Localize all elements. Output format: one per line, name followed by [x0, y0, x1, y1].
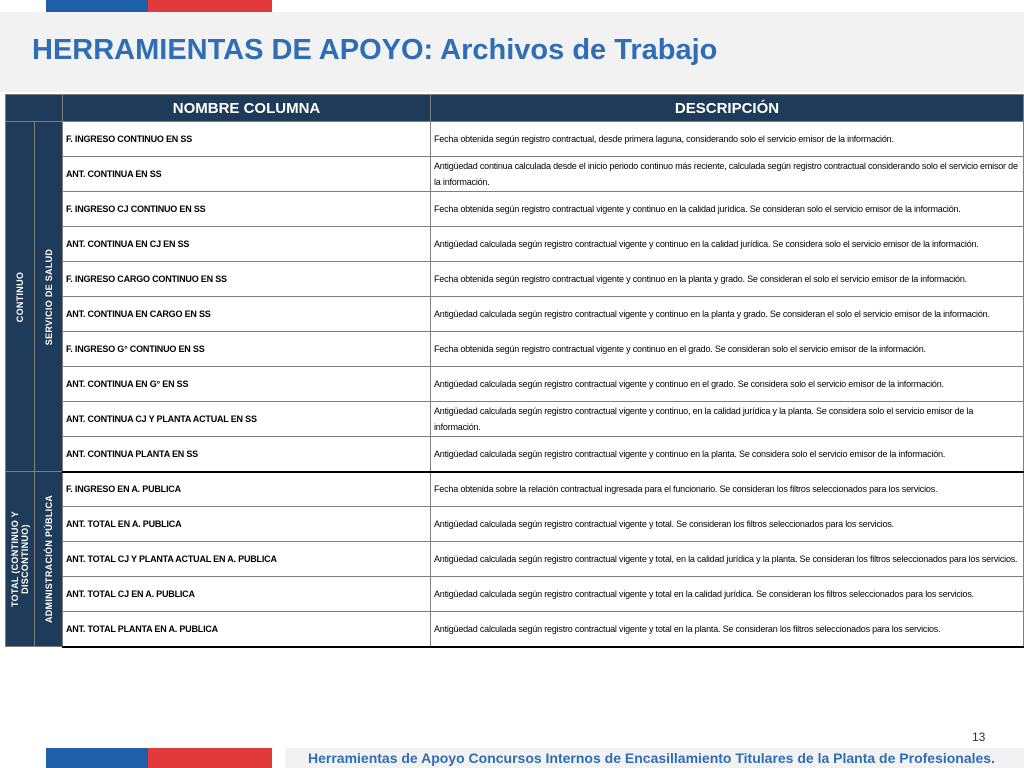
bottom-bar-red-segment: [148, 748, 272, 768]
description-cell: Fecha obtenida según registro contractual, desde primera laguna, considerando solo el servicio emisor de la información.: [431, 122, 1024, 157]
column-name-cell: ANT. TOTAL CJ EN A. PUBLICA: [63, 577, 431, 612]
footer-text: Herramientas de Apoyo Concursos Internos de Encasillamiento Titulares de la Planta de Profesionales.: [308, 750, 995, 766]
table-row: [6, 297, 1024, 332]
table-row: [6, 402, 1024, 437]
description-cell: Fecha obtenida sobre la relación contractual ingresada para el funcionario. Se consideran los filtros seleccionados para los servicios.: [431, 472, 1024, 507]
description-cell: Antigüedad calculada según registro contractual vigente y continuo en la planta y grado. Se consideran el solo el servicio emisor de la información.: [431, 297, 1024, 332]
description-cell: Antigüedad calculada según registro contractual vigente y continuo en la planta. Se considera solo el servicio emisor de la información.: [431, 437, 1024, 472]
column-name-cell: F. INGRESO G° CONTINUO EN SS: [63, 332, 431, 367]
header-nombre-columna: NOMBRE COLUMNA: [63, 95, 431, 122]
table-row: [6, 122, 1024, 157]
description-cell: Antigüedad calculada según registro contractual vigente y continuo, en la calidad jurídica y la planta. Se considera solo el servicio emisor de la información.: [431, 402, 1024, 437]
group-outer-label: TOTAL (CONTINUO Y DISCONTINUO): [10, 511, 30, 607]
description-cell: Fecha obtenida según registro contractual vigente y continuo en la planta y grado. Se consideran el solo el servicio emisor de la información.: [431, 262, 1024, 297]
description-cell: Antigüedad calculada según registro contractual vigente y continuo en la calidad jurídica. Se considera solo el servicio emisor de la información.: [431, 227, 1024, 262]
column-name-cell: ANT. TOTAL CJ Y PLANTA ACTUAL EN A. PUBLICA: [63, 542, 431, 577]
column-name-cell: ANT. CONTINUA EN CJ EN SS: [63, 227, 431, 262]
column-name-cell: F. INGRESO EN A. PUBLICA: [63, 472, 431, 507]
table-row: [6, 507, 1024, 542]
column-name-cell: ANT. CONTINUA EN CARGO EN SS: [63, 297, 431, 332]
table-row: [6, 577, 1024, 612]
description-cell: Fecha obtenida según registro contractual vigente y continuo en el grado. Se consideran solo el servicio emisor de la información.: [431, 332, 1024, 367]
table-row: [6, 332, 1024, 367]
table-row: [6, 227, 1024, 262]
column-name-cell: ANT. CONTINUA CJ Y PLANTA ACTUAL EN SS: [63, 402, 431, 437]
table-row: [6, 262, 1024, 297]
bottom-bar-blue-segment: [46, 748, 148, 768]
page-number: 13: [972, 730, 986, 744]
column-name-cell: F. INGRESO CARGO CONTINUO EN SS: [63, 262, 431, 297]
group-label-administracion-publica: [35, 472, 63, 647]
table-row: [6, 437, 1024, 472]
description-cell: Antigüedad calculada según registro contractual vigente y total en la planta. Se consideran los filtros seleccionados para los servicios.: [431, 612, 1024, 647]
table-row: [6, 472, 1024, 507]
group-label-continuo: [6, 122, 35, 472]
column-name-cell: ANT. CONTINUA PLANTA EN SS: [63, 437, 431, 472]
column-name-cell: F. INGRESO CONTINUO EN SS: [63, 122, 431, 157]
column-name-cell: ANT. CONTINUA EN G° EN SS: [63, 367, 431, 402]
top-bar-red-segment: [148, 0, 272, 12]
table-corner: [6, 95, 63, 122]
column-name-cell: F. INGRESO CJ CONTINUO EN SS: [63, 192, 431, 227]
group-outer-label: CONTINUO: [15, 271, 25, 322]
description-cell: Antigüedad calculada según registro contractual vigente y continuo en el grado. Se considera solo el servicio emisor de la información.: [431, 367, 1024, 402]
columns-table: [5, 94, 1024, 648]
table-row: [6, 157, 1024, 192]
slide-title: HERRAMIENTAS DE APOYO: Archivos de Trabajo: [32, 34, 718, 66]
group-label-total: [6, 472, 35, 647]
description-cell: Antigüedad calculada según registro contractual vigente y total, en la calidad jurídica y la planta. Se consideran los filtros seleccionados para los servicios.: [431, 542, 1024, 577]
columns-table-container: [5, 94, 1023, 650]
description-cell: Antigüedad continua calculada desde el inicio periodo continuo más reciente, calculada según registro contractual considerando solo el servicio emisor de la información.: [431, 157, 1024, 192]
group-inner-label: SERVICIO DE SALUD: [43, 248, 54, 345]
column-name-cell: ANT. TOTAL PLANTA EN A. PUBLICA: [63, 612, 431, 647]
column-name-cell: ANT. TOTAL EN A. PUBLICA: [63, 507, 431, 542]
description-cell: Antigüedad calculada según registro contractual vigente y total. Se consideran los filtros seleccionados para los servicios.: [431, 507, 1024, 542]
description-cell: Antigüedad calculada según registro contractual vigente y total en la calidad jurídica. Se consideran los filtros seleccionados para los servicios.: [431, 577, 1024, 612]
table-body: [6, 122, 1024, 647]
column-name-cell: ANT. CONTINUA EN SS: [63, 157, 431, 192]
table-row: [6, 612, 1024, 647]
top-accent-bar: [0, 0, 1024, 12]
group-label-servicio-de-salud: [35, 122, 63, 472]
table-row: [6, 542, 1024, 577]
group-inner-label: ADMINISTRACIÓN PÚBLICA: [43, 494, 54, 624]
header-descripcion: DESCRIPCIÓN: [431, 95, 1024, 122]
top-bar-blue-segment: [46, 0, 148, 12]
table-row: [6, 367, 1024, 402]
table-row: [6, 192, 1024, 227]
description-cell: Fecha obtenida según registro contractual vigente y continuo en la calidad jurídica. Se consideran solo el servicio emisor de la información.: [431, 192, 1024, 227]
